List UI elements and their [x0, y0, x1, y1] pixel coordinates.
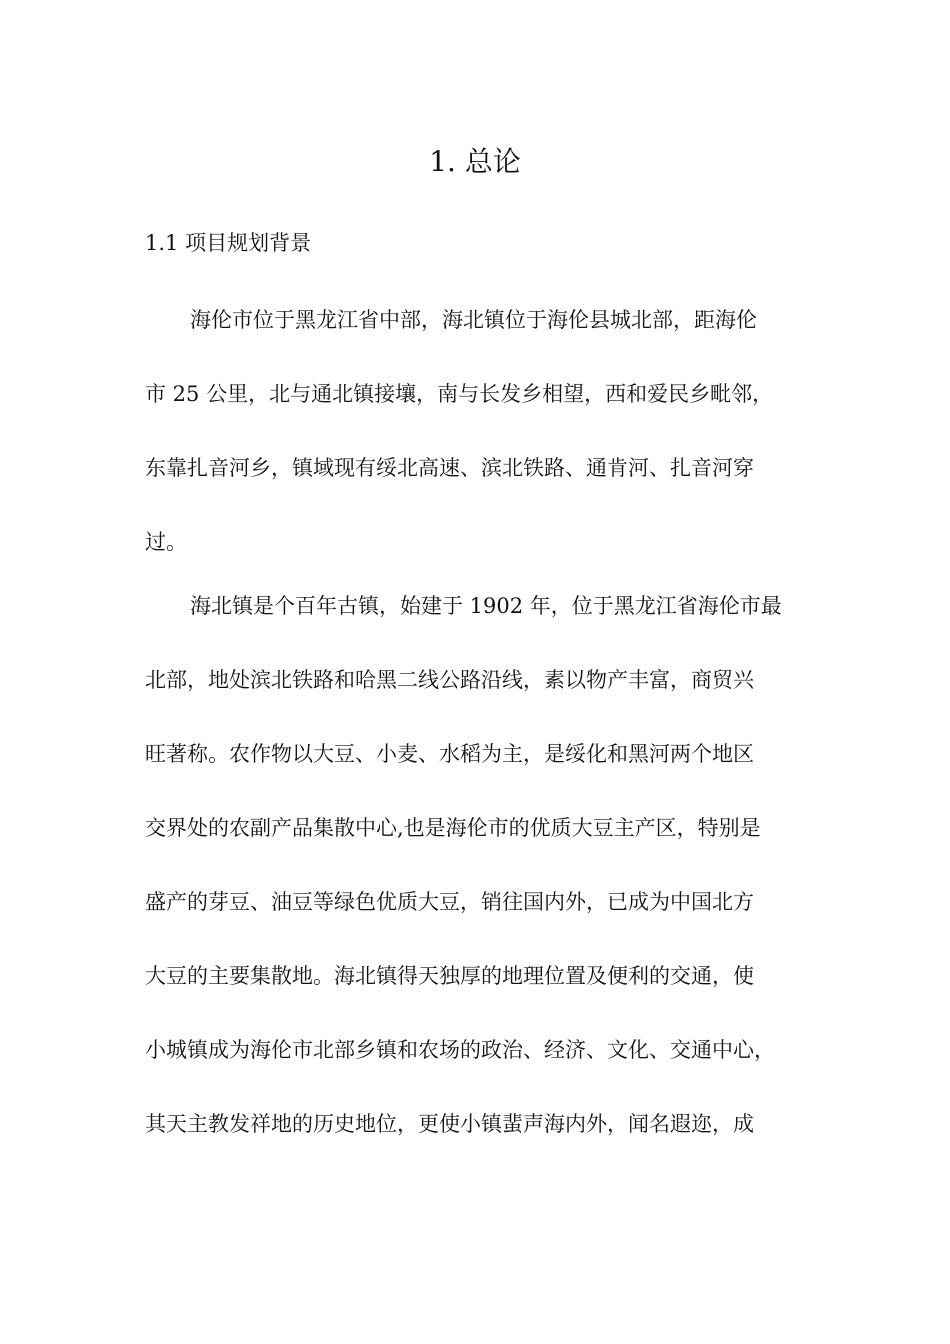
paragraph-2-line-1: 海北镇是个百年古镇，始建于 1902 年，位于黑龙江省海伦市最: [190, 594, 782, 618]
paragraph-2-line-7: 小城镇成为海伦市北部乡镇和农场的政治、经济、文化、交通中心，: [145, 1038, 775, 1062]
paragraph-2-line-2: 北部，地处滨北铁路和哈黑二线公路沿线，素以物产丰富，商贸兴: [145, 668, 754, 692]
paragraph-1-line-1: 海伦市位于黑龙江省中部，海北镇位于海伦县城北部，距海伦: [190, 308, 757, 332]
paragraph-1-line-2: 市 25 公里，北与通北镇接壤，南与长发乡相望，西和爱民乡毗邻，: [145, 382, 774, 406]
chapter-title: 1. 总论: [429, 145, 521, 178]
paragraph-1-line-4: 过。: [145, 530, 187, 554]
paragraph-2-line-5: 盛产的芽豆、油豆等绿色优质大豆，销往国内外，已成为中国北方: [145, 890, 754, 914]
paragraph-2-line-6: 大豆的主要集散地。海北镇得天独厚的地理位置及便利的交通，使: [145, 964, 754, 988]
paragraph-2-line-3: 旺著称。农作物以大豆、小麦、水稻为主，是绥化和黑河两个地区: [145, 742, 754, 766]
paragraph-2-line-8: 其天主教发祥地的历史地位，更使小镇蜚声海内外，闻名遐迩，成: [145, 1112, 754, 1136]
paragraph-1-line-3: 东靠扎音河乡，镇域现有绥北高速、滨北铁路、通肯河、扎音河穿: [145, 456, 754, 480]
section-heading: 1.1 项目规划背景: [145, 231, 312, 255]
paragraph-2-line-4: 交界处的农副产品集散中心,也是海伦市的优质大豆主产区，特别是: [145, 816, 761, 840]
